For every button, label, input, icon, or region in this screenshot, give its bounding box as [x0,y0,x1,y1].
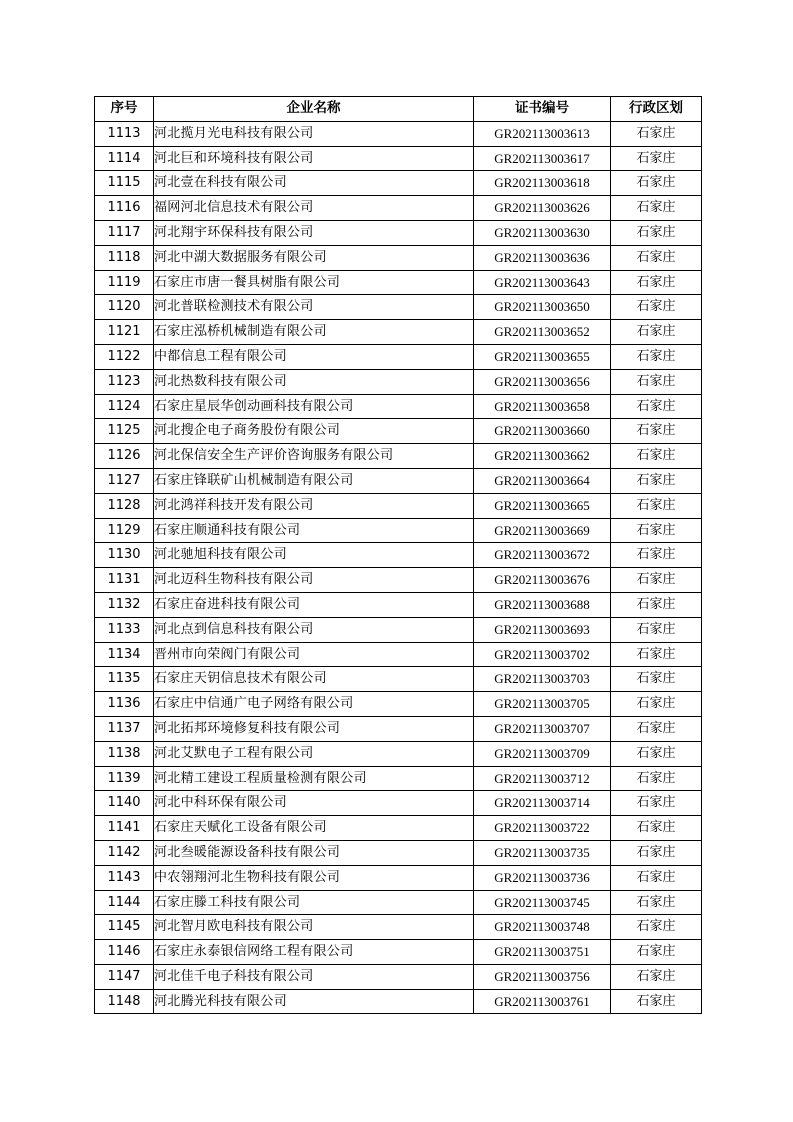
table-row [95,741,702,766]
table-row [95,493,702,518]
region-cell: 石家庄 [611,816,702,841]
table-row [95,940,702,965]
certificate-number-cell: GR202113003618 [474,171,611,196]
serial-number-cell: 1139 [95,766,154,791]
table-row [95,121,702,146]
company-name-cell: 石家庄滕工科技有限公司 [154,890,474,915]
serial-number-cell: 1118 [95,245,154,270]
certificate-number-cell: GR202113003664 [474,468,611,493]
company-name-cell: 福网河北信息技术有限公司 [154,196,474,221]
table-row [95,320,702,345]
region-cell: 石家庄 [611,989,702,1014]
company-name-cell: 石家庄锋联矿山机械制造有限公司 [154,468,474,493]
region-cell: 石家庄 [611,196,702,221]
region-cell: 石家庄 [611,295,702,320]
table-row [95,568,702,593]
region-cell: 石家庄 [611,468,702,493]
table-row [95,915,702,940]
company-name-cell: 石家庄市唐一餐具树脂有限公司 [154,270,474,295]
header-certificate-number: 证书编号 [474,97,611,122]
company-name-cell: 石家庄泓桥机械制造有限公司 [154,320,474,345]
table-row [95,667,702,692]
enterprise-certificate-table [94,96,702,1014]
table-row [95,766,702,791]
serial-number-cell: 1114 [95,146,154,171]
region-cell: 石家庄 [611,171,702,196]
table-row [95,270,702,295]
region-cell: 石家庄 [611,444,702,469]
certificate-number-cell: GR202113003617 [474,146,611,171]
serial-number-cell: 1135 [95,667,154,692]
table-row [95,444,702,469]
serial-number-cell: 1131 [95,568,154,593]
table-row [95,295,702,320]
company-name-cell: 中都信息工程有限公司 [154,344,474,369]
certificate-number-cell: GR202113003662 [474,444,611,469]
company-name-cell: 中农翎翔河北生物科技有限公司 [154,865,474,890]
region-cell: 石家庄 [611,220,702,245]
certificate-number-cell: GR202113003709 [474,741,611,766]
table-row [95,171,702,196]
region-cell: 石家庄 [611,840,702,865]
serial-number-cell: 1136 [95,692,154,717]
region-cell: 石家庄 [611,791,702,816]
company-name-cell: 河北拓邦环境修复科技有限公司 [154,716,474,741]
certificate-number-cell: GR202113003712 [474,766,611,791]
serial-number-cell: 1146 [95,940,154,965]
company-name-cell: 河北壹在科技有限公司 [154,171,474,196]
serial-number-cell: 1129 [95,518,154,543]
serial-number-cell: 1140 [95,791,154,816]
certificate-number-cell: GR202113003660 [474,419,611,444]
serial-number-cell: 1130 [95,543,154,568]
region-cell: 石家庄 [611,617,702,642]
certificate-number-cell: GR202113003705 [474,692,611,717]
serial-number-cell: 1120 [95,295,154,320]
certificate-number-cell: GR202113003751 [474,940,611,965]
certificate-number-cell: GR202113003707 [474,716,611,741]
table-row [95,890,702,915]
header-serial-number: 序号 [95,97,154,122]
table-row [95,543,702,568]
region-cell: 石家庄 [611,940,702,965]
serial-number-cell: 1145 [95,915,154,940]
serial-number-cell: 1138 [95,741,154,766]
table-row [95,840,702,865]
serial-number-cell: 1115 [95,171,154,196]
company-name-cell: 石家庄顺通科技有限公司 [154,518,474,543]
region-cell: 石家庄 [611,245,702,270]
serial-number-cell: 1132 [95,592,154,617]
region-cell: 石家庄 [611,568,702,593]
region-cell: 石家庄 [611,592,702,617]
company-name-cell: 河北翔宇环保科技有限公司 [154,220,474,245]
header-region: 行政区划 [611,97,702,122]
region-cell: 石家庄 [611,518,702,543]
certificate-number-cell: GR202113003722 [474,816,611,841]
region-cell: 石家庄 [611,890,702,915]
region-cell: 石家庄 [611,344,702,369]
company-name-cell: 河北点到信息科技有限公司 [154,617,474,642]
certificate-number-cell: GR202113003626 [474,196,611,221]
table-row [95,865,702,890]
serial-number-cell: 1127 [95,468,154,493]
region-cell: 石家庄 [611,369,702,394]
region-cell: 石家庄 [611,716,702,741]
company-name-cell: 石家庄中信通广电子网络有限公司 [154,692,474,717]
region-cell: 石家庄 [611,692,702,717]
table-row [95,692,702,717]
company-name-cell: 河北腾光科技有限公司 [154,989,474,1014]
certificate-number-cell: GR202113003693 [474,617,611,642]
certificate-number-cell: GR202113003761 [474,989,611,1014]
table-row [95,220,702,245]
company-name-cell: 河北智月欧电科技有限公司 [154,915,474,940]
certificate-number-cell: GR202113003652 [474,320,611,345]
company-name-cell: 石家庄天赋化工设备有限公司 [154,816,474,841]
certificate-number-cell: GR202113003650 [474,295,611,320]
serial-number-cell: 1144 [95,890,154,915]
certificate-number-cell: GR202113003756 [474,964,611,989]
company-name-cell: 石家庄星辰华创动画科技有限公司 [154,394,474,419]
serial-number-cell: 1116 [95,196,154,221]
region-cell: 石家庄 [611,121,702,146]
serial-number-cell: 1143 [95,865,154,890]
certificate-number-cell: GR202113003714 [474,791,611,816]
company-name-cell: 河北艾默电子工程有限公司 [154,741,474,766]
region-cell: 石家庄 [611,543,702,568]
company-name-cell: 河北热数科技有限公司 [154,369,474,394]
table-row [95,196,702,221]
serial-number-cell: 1137 [95,716,154,741]
table-row [95,617,702,642]
table-row [95,592,702,617]
company-name-cell: 河北佳千电子科技有限公司 [154,964,474,989]
region-cell: 石家庄 [611,741,702,766]
certificate-number-cell: GR202113003676 [474,568,611,593]
header-company-name: 企业名称 [154,97,474,122]
certificate-number-cell: GR202113003669 [474,518,611,543]
serial-number-cell: 1134 [95,642,154,667]
company-name-cell: 河北迈科生物科技有限公司 [154,568,474,593]
table-row [95,419,702,444]
region-cell: 石家庄 [611,270,702,295]
certificate-number-cell: GR202113003636 [474,245,611,270]
table-row [95,791,702,816]
serial-number-cell: 1113 [95,121,154,146]
certificate-number-cell: GR202113003665 [474,493,611,518]
table-header-row [95,97,702,122]
region-cell: 石家庄 [611,394,702,419]
serial-number-cell: 1122 [95,344,154,369]
company-name-cell: 河北中科环保有限公司 [154,791,474,816]
company-name-cell: 河北普联检测技术有限公司 [154,295,474,320]
region-cell: 石家庄 [611,642,702,667]
table-row [95,146,702,171]
company-name-cell: 河北精工建设工程质量检测有限公司 [154,766,474,791]
serial-number-cell: 1133 [95,617,154,642]
certificate-number-cell: GR202113003702 [474,642,611,667]
certificate-number-cell: GR202113003630 [474,220,611,245]
certificate-number-cell: GR202113003736 [474,865,611,890]
certificate-number-cell: GR202113003655 [474,344,611,369]
table-row [95,369,702,394]
table-row [95,468,702,493]
table-row [95,642,702,667]
certificate-number-cell: GR202113003688 [474,592,611,617]
company-name-cell: 河北鸿祥科技开发有限公司 [154,493,474,518]
serial-number-cell: 1148 [95,989,154,1014]
company-name-cell: 石家庄天钥信息技术有限公司 [154,667,474,692]
serial-number-cell: 1128 [95,493,154,518]
serial-number-cell: 1124 [95,394,154,419]
region-cell: 石家庄 [611,766,702,791]
region-cell: 石家庄 [611,146,702,171]
certificate-number-cell: GR202113003658 [474,394,611,419]
serial-number-cell: 1141 [95,816,154,841]
table-row [95,989,702,1014]
serial-number-cell: 1126 [95,444,154,469]
serial-number-cell: 1117 [95,220,154,245]
table-row [95,394,702,419]
table-row [95,245,702,270]
certificate-number-cell: GR202113003735 [474,840,611,865]
region-cell: 石家庄 [611,964,702,989]
company-name-cell: 石家庄奋进科技有限公司 [154,592,474,617]
certificate-number-cell: GR202113003672 [474,543,611,568]
certificate-number-cell: GR202113003643 [474,270,611,295]
region-cell: 石家庄 [611,493,702,518]
certificate-number-cell: GR202113003703 [474,667,611,692]
region-cell: 石家庄 [611,667,702,692]
table-row [95,716,702,741]
serial-number-cell: 1125 [95,419,154,444]
table-body [95,121,702,1014]
company-name-cell: 河北保信安全生产评价咨询服务有限公司 [154,444,474,469]
region-cell: 石家庄 [611,915,702,940]
region-cell: 石家庄 [611,419,702,444]
certificate-number-cell: GR202113003748 [474,915,611,940]
company-name-cell: 石家庄永泰银信网络工程有限公司 [154,940,474,965]
company-name-cell: 河北搜企电子商务股份有限公司 [154,419,474,444]
table-row [95,964,702,989]
certificate-number-cell: GR202113003613 [474,121,611,146]
serial-number-cell: 1147 [95,964,154,989]
region-cell: 石家庄 [611,865,702,890]
serial-number-cell: 1119 [95,270,154,295]
company-name-cell: 河北中湖大数据服务有限公司 [154,245,474,270]
serial-number-cell: 1123 [95,369,154,394]
serial-number-cell: 1121 [95,320,154,345]
company-name-cell: 河北驰旭科技有限公司 [154,543,474,568]
company-name-cell: 河北揽月光电科技有限公司 [154,121,474,146]
company-name-cell: 晋州市向荣阀门有限公司 [154,642,474,667]
serial-number-cell: 1142 [95,840,154,865]
certificate-number-cell: GR202113003656 [474,369,611,394]
company-name-cell: 河北巨和环境科技有限公司 [154,146,474,171]
table-row [95,816,702,841]
table-row [95,518,702,543]
certificate-number-cell: GR202113003745 [474,890,611,915]
region-cell: 石家庄 [611,320,702,345]
table-row [95,344,702,369]
company-name-cell: 河北叁暖能源设备科技有限公司 [154,840,474,865]
